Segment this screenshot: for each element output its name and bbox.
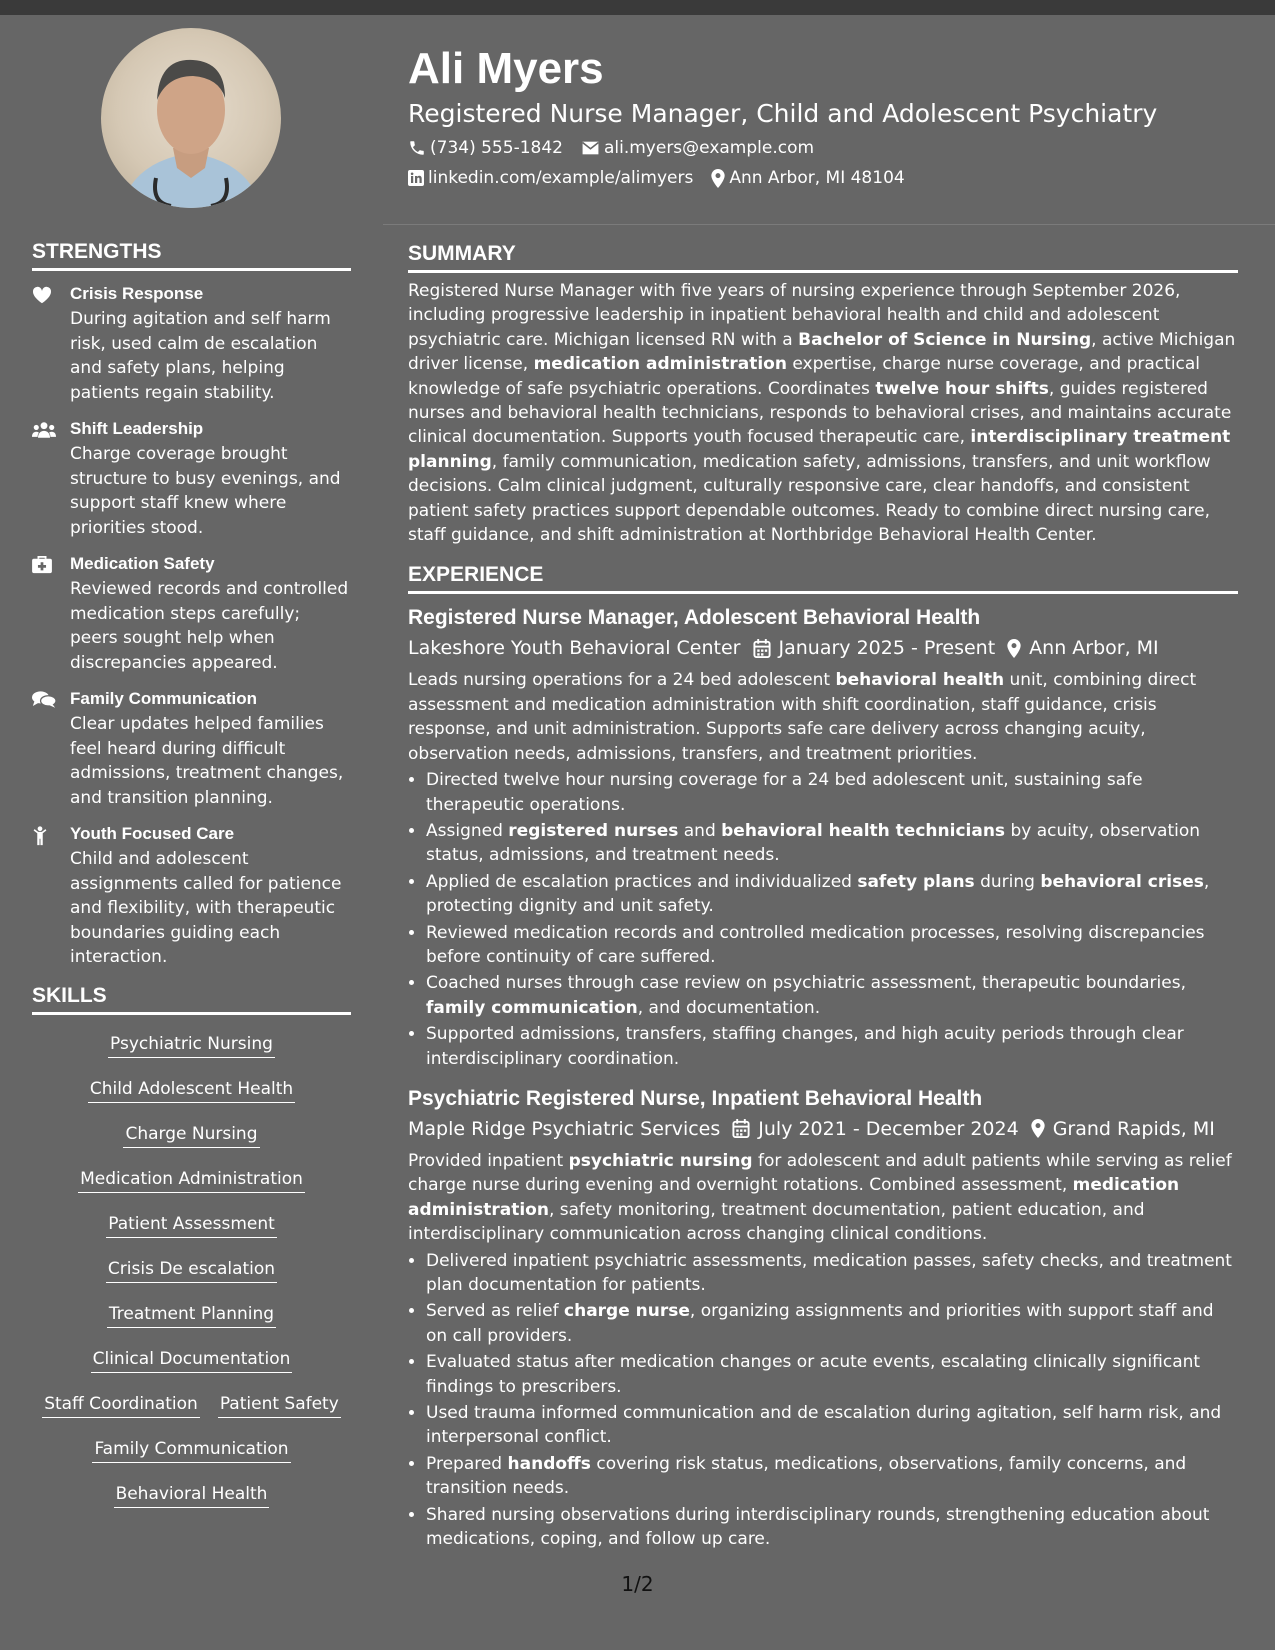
job-title: Psychiatric Registered Nurse, Inpatient Behavioral Health <box>408 1086 983 1110</box>
job-location-text: Grand Rapids, MI <box>1052 1117 1215 1140</box>
text-run: , safety monitoring, treatment documentation, patient education, and interdisciplinary communication across changing clinical conditions. <box>408 1199 1145 1245</box>
text-run: expertise, charge nurse coverage, and practical knowledge of safe psychiatric operations. Coordinates <box>408 354 1201 399</box>
job-meta <box>408 1115 1238 1143</box>
strength-item <box>32 823 351 970</box>
linkedin-text: linkedin.com/example/alimyers <box>428 168 694 188</box>
heart-icon <box>32 283 70 405</box>
strength-desc: Clear updates helped families feel heard during difficult admissions, treatment changes, and transition planning. <box>70 714 344 808</box>
strength-item <box>32 418 351 540</box>
bold-phrase: twelve hour shifts <box>875 378 1049 399</box>
job-bullet <box>426 1249 1238 1298</box>
job-bullet <box>426 1299 1238 1348</box>
text-run: for adolescent and adult patients while serving as relief charge nurse during evening and overnight rotations. Combined assessment, <box>408 1150 1232 1196</box>
text-run: Supported admissions, transfers, staffing changes, and high acuity periods through clear interdisciplinary coordination. <box>426 1024 1184 1069</box>
skill-tag: Behavioral Health <box>114 1483 270 1508</box>
strength-desc: Child and adolescent assignments called for patience and flexibility, with therapeutic boundaries guiding each interaction. <box>70 849 342 967</box>
candidate-name: Ali Myers <box>408 44 604 93</box>
phone-icon <box>408 139 426 157</box>
page-number: 1/2 <box>621 1572 654 1596</box>
job-bullet <box>426 1452 1238 1501</box>
job-meta <box>408 634 1238 662</box>
text-run: Directed twelve hour nursing coverage for a 24 bed adolescent unit, sustaining safe therapeutic operations. <box>426 770 1143 815</box>
job-bullets <box>408 1249 1238 1552</box>
bold-phrase: medication administration <box>408 1175 1180 1220</box>
job-entry <box>408 1085 1238 1552</box>
skill-tag: Child Adolescent Health <box>88 1078 295 1103</box>
text-run: Provided inpatient <box>408 1150 569 1171</box>
map-pin-icon <box>1007 639 1021 658</box>
strengths-heading: STRENGTHS <box>32 240 351 271</box>
text-run: , and documentation. <box>637 997 821 1018</box>
bold-phrase: interdisciplinary treatment planning <box>408 427 1231 472</box>
job-dates <box>732 1115 1018 1143</box>
bold-phrase: behavioral health <box>835 670 1005 691</box>
company-name: Maple Ridge Psychiatric Services <box>408 1117 721 1140</box>
job-location-text: Ann Arbor, MI <box>1029 637 1159 660</box>
experience-heading: EXPERIENCE <box>408 563 1238 594</box>
summary-heading: SUMMARY <box>408 242 1238 273</box>
job-description <box>408 1149 1238 1247</box>
strength-item <box>32 553 351 675</box>
strength-title: Youth Focused Care <box>70 824 235 843</box>
text-run: Assigned <box>426 820 509 841</box>
skill-tag: Psychiatric Nursing <box>108 1033 275 1058</box>
strength-desc: Charge coverage brought structure to busy evenings, and support staff knew where priorities stood. <box>70 444 341 538</box>
skills-heading: SKILLS <box>32 984 351 1015</box>
text-run: Prepared <box>426 1453 508 1474</box>
job-bullet <box>426 768 1238 817</box>
text-run: Delivered inpatient psychiatric assessments, medication passes, safety checks, and treatment plan documentation for patients. <box>426 1250 1232 1295</box>
portrait-illustration <box>101 28 281 208</box>
job-location <box>1031 1115 1215 1143</box>
calendar-icon <box>732 1119 750 1138</box>
location-item <box>711 166 904 190</box>
job-bullet <box>426 870 1238 919</box>
skill-tag: Medication Administration <box>78 1168 305 1193</box>
contact-row-1 <box>408 136 1238 160</box>
phone-item[interactable] <box>408 136 563 160</box>
strength-title: Medication Safety <box>70 554 215 573</box>
skill-tag: Crisis De escalation <box>106 1258 277 1283</box>
job-bullet <box>426 971 1238 1020</box>
bold-phrase: psychiatric nursing <box>568 1150 753 1171</box>
resume-header <box>408 42 1238 190</box>
email-text: ali.myers@example.com <box>603 138 815 158</box>
bold-phrase: Bachelor of Science in Nursing <box>798 329 1092 350</box>
contact-row-2 <box>408 166 1238 190</box>
bold-phrase: behavioral crises <box>1040 871 1204 892</box>
job-bullet <box>426 1350 1238 1399</box>
text-run: , protecting dignity and unit safety. <box>426 871 1210 917</box>
text-run: , guides registered nurses and behavioral health technicians, responds to behavioral crises, and maintains accurate clinical documentation. Supports youth focused therapeutic care, <box>408 378 1232 448</box>
text-run: Applied de escalation practices and individualized <box>426 871 858 892</box>
skill-tag: Staff Coordination <box>42 1393 200 1418</box>
strength-desc: Reviewed records and controlled medication steps carefully; peers sought help when discrepancies appeared. <box>70 579 349 673</box>
child-icon <box>32 823 70 970</box>
text-run: Shared nursing observations during interdisciplinary rounds, strengthening education about medications, coping, and follow up care. <box>426 1504 1210 1550</box>
job-bullet <box>426 921 1238 970</box>
skill-tag: Clinical Documentation <box>91 1348 293 1373</box>
skill-tag: Patient Safety <box>218 1393 341 1418</box>
text-run: unit, combining direct assessment and medication administration with shift coordination, staff guidance, crisis response, and unit administration. Supports safe care delivery across changing acuity, observation needs, admissions, transfers, and treatment priorities. <box>408 670 1197 764</box>
job-title: Registered Nurse Manager, Adolescent Behavioral Health <box>408 606 981 630</box>
skills-list <box>32 1027 351 1522</box>
linkedin-icon <box>408 170 424 186</box>
header-divider <box>383 224 1275 225</box>
job-bullet <box>426 1503 1238 1552</box>
strength-title: Shift Leadership <box>70 419 204 438</box>
strength-item <box>32 688 351 810</box>
text-run: , family communication, medication safety, admissions, transfers, and unit workflow decisions. Calm clinical judgment, culturally responsive care, clear handoffs, and consistent patient safety practices support dependable outcomes. Ready to combine direct nursing care, staff guidance, and shift administration at Northbridge Behavioral Health Center. <box>408 451 1211 546</box>
summary-text <box>408 279 1238 547</box>
job-dates-text: January 2025 - Present <box>778 637 996 660</box>
text-run: Reviewed medication records and controlled medication processes, resolving discrepancies before continuity of care suffered. <box>426 922 1205 967</box>
left-column <box>32 240 351 1522</box>
linkedin-item[interactable] <box>408 166 693 190</box>
text-run: covering risk status, medications, observations, family concerns, and transition needs. <box>426 1453 1187 1499</box>
profile-photo <box>101 28 281 208</box>
email-item[interactable] <box>581 136 814 160</box>
calendar-icon <box>753 639 771 658</box>
job-bullet <box>426 819 1238 868</box>
map-pin-icon <box>711 169 725 188</box>
phone-text: (734) 555-1842 <box>430 138 563 158</box>
skill-tag: Treatment Planning <box>107 1303 276 1328</box>
strength-item <box>32 283 351 405</box>
text-run: by acuity, observation status, admissions, and treatment needs. <box>426 820 1201 866</box>
job-dates <box>753 634 996 662</box>
text-run: during <box>974 871 1041 892</box>
bold-phrase: medication administration <box>533 354 787 375</box>
text-run: , active Michigan driver license, <box>408 329 1236 375</box>
job-dates-text: July 2021 - December 2024 <box>758 1117 1019 1140</box>
candidate-title: Registered Nurse Manager, Child and Adolescent Psychiatry <box>408 99 1158 128</box>
job-bullet <box>426 1022 1238 1071</box>
strengths-list <box>32 283 351 970</box>
skill-tag: Family Communication <box>92 1438 290 1463</box>
text-run: , organizing assignments and priorities with support staff and on call providers. <box>426 1301 1214 1346</box>
right-column <box>408 242 1238 1553</box>
bold-phrase: safety plans <box>857 871 975 892</box>
skill-tag: Charge Nursing <box>123 1123 259 1148</box>
bold-phrase: behavioral health technicians <box>721 820 1006 841</box>
bold-phrase: charge nurse <box>564 1301 690 1322</box>
bold-phrase: family communication <box>426 997 638 1018</box>
bold-phrase: registered nurses <box>508 820 679 841</box>
envelope-icon <box>581 140 600 156</box>
job-location <box>1007 634 1159 662</box>
skill-tag: Patient Assessment <box>106 1213 277 1238</box>
bold-phrase: handoffs <box>507 1453 591 1474</box>
text-run: Used trauma informed communication and de escalation during agitation, self harm risk, and interpersonal conflict. <box>426 1403 1222 1448</box>
company-name: Lakeshore Youth Behavioral Center <box>408 637 741 660</box>
strength-desc: During agitation and self harm risk, used calm de escalation and safety plans, helping patients regain stability. <box>70 309 331 403</box>
job-entry <box>408 604 1238 1071</box>
location-text: Ann Arbor, MI 48104 <box>729 168 905 188</box>
text-run: Registered Nurse Manager with five years of nursing experience through September 2026, including progressive leadership in inpatient behavioral health and child and adolescent psychiatric care. Michigan licensed RN with a <box>408 281 1181 350</box>
text-run: Leads nursing operations for a 24 bed adolescent <box>408 670 836 691</box>
text-run: Served as relief <box>426 1301 565 1322</box>
text-run: Coached nurses through case review on psychiatric assessment, therapeutic boundaries, <box>426 973 1186 994</box>
strength-title: Crisis Response <box>70 284 204 303</box>
medkit-icon <box>32 553 70 675</box>
top-bar <box>0 0 1275 15</box>
text-run: Evaluated status after medication changes or acute events, escalating clinically significant findings to prescribers. <box>426 1352 1201 1397</box>
text-run: and <box>678 820 722 841</box>
users-icon <box>32 418 70 540</box>
comments-icon <box>32 688 70 810</box>
map-pin-icon <box>1031 1119 1045 1138</box>
job-bullet <box>426 1401 1238 1450</box>
job-description <box>408 668 1238 766</box>
strength-title: Family Communication <box>70 689 258 708</box>
job-bullets <box>408 768 1238 1071</box>
